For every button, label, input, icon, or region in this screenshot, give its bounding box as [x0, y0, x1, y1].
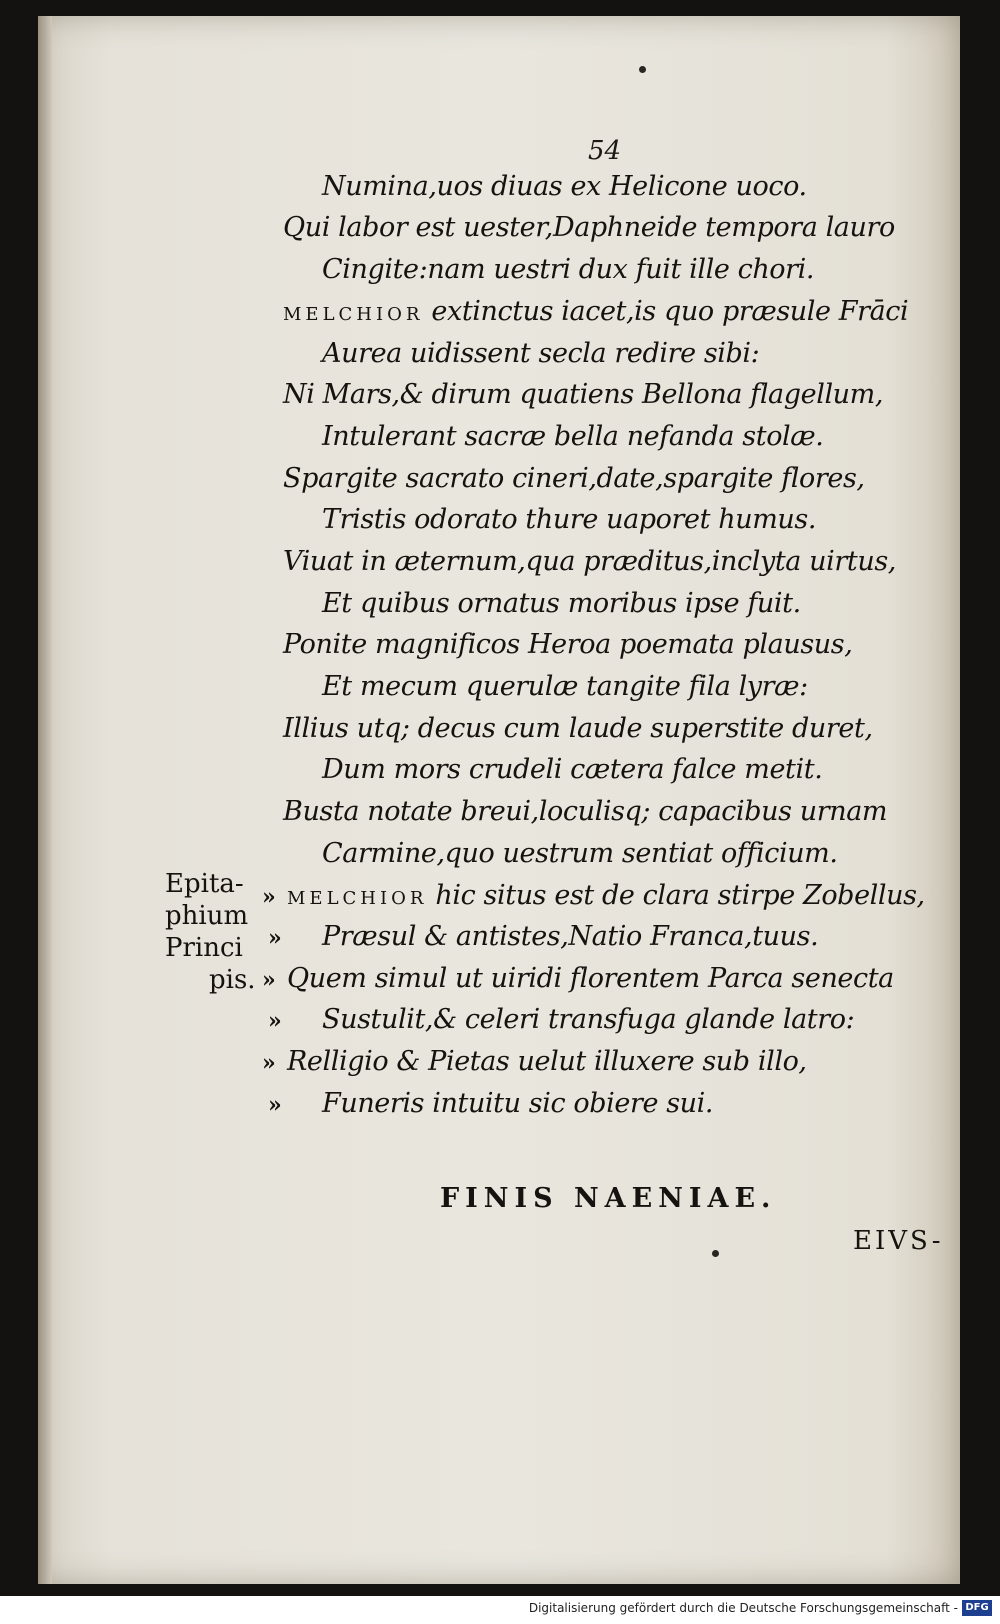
catchword: EIVS- — [853, 1226, 944, 1256]
verse-line: Ponite magnificos Heroa poemata plausus, — [283, 629, 853, 660]
verse-line: Carmine,quo uestrum sentiat officium. — [322, 838, 838, 869]
verse-line: Numina,uos diuas ex Helicone uoco. — [322, 171, 807, 202]
verse-line: Dum mors crudeli cætera falce metit. — [322, 754, 823, 785]
quotation-mark: » — [268, 925, 282, 951]
quotation-mark: » — [268, 1008, 282, 1034]
dfg-logo: DFG — [962, 1600, 992, 1616]
funding-credit: Digitalisierung gefördert durch die Deutsche Forschungsgemeinschaft - — [528, 1601, 958, 1615]
verse-line: MELCHIOR extinctus iacet,is quo præsule Frāci — [283, 296, 909, 327]
quotation-mark: » — [268, 1092, 282, 1118]
marginal-note-line: phium — [165, 901, 249, 931]
verse-line: Aurea uidissent secla redire sibi: — [322, 338, 760, 369]
marginal-note-line: Princi — [165, 933, 243, 963]
verse-line: Et mecum querulæ tangite fila lyræ: — [322, 671, 808, 702]
verse-line: Illius utq; decus cum laude superstite duret, — [283, 713, 873, 744]
verse-line: Tristis odorato thure uaporet humus. — [322, 504, 817, 535]
page-number: 54 — [588, 136, 622, 166]
verse-line: Relligio & Pietas uelut illuxere sub illo, — [287, 1046, 807, 1077]
ink-speck — [712, 1250, 719, 1257]
name-small-caps: MELCHIOR — [283, 304, 424, 325]
verse-line: Sustulit,& celeri transfuga glande latro: — [322, 1004, 855, 1035]
verse-line: Et quibus ornatus moribus ipse fuit. — [322, 588, 801, 619]
page-gutter — [38, 16, 52, 1584]
quotation-mark: » — [262, 967, 276, 993]
verse-line: Busta notate breui,loculisq; capacibus urnam — [283, 796, 888, 827]
verse-line: Quem simul ut uiridi florentem Parca senecta — [287, 963, 894, 994]
name-small-caps: MELCHIOR — [287, 888, 428, 909]
verse-line: Intulerant sacræ bella nefanda stolæ. — [322, 421, 824, 452]
marginal-note — [165, 868, 256, 996]
ink-speck — [639, 66, 646, 73]
verse-line: Qui labor est uester,Daphneide tempora lauro — [283, 212, 895, 243]
verse-line: Præsul & antistes,Natio Franca,tuus. — [322, 921, 819, 952]
verse-line: Funeris intuitu sic obiere sui. — [322, 1088, 714, 1119]
digitization-footer — [0, 1596, 1000, 1624]
quotation-mark: » — [262, 1050, 276, 1076]
marginal-note-line: pis. — [209, 965, 256, 995]
finis-heading: FINIS NAENIAE. — [440, 1183, 777, 1214]
verse-line: Viuat in æternum,qua præditus,inclyta uirtus, — [283, 546, 896, 577]
quotation-mark: » — [262, 884, 276, 910]
verse-line: Spargite sacrato cineri,date,spargite flores, — [283, 463, 865, 494]
verse-line: Ni Mars,& dirum quatiens Bellona flagellum, — [283, 379, 884, 410]
verse-line: MELCHIOR hic situs est de clara stirpe Zobellus, — [287, 880, 925, 911]
marginal-note-line: Epita- — [165, 869, 244, 899]
verse-line: Cingite:nam uestri dux fuit ille chori. — [322, 254, 815, 285]
